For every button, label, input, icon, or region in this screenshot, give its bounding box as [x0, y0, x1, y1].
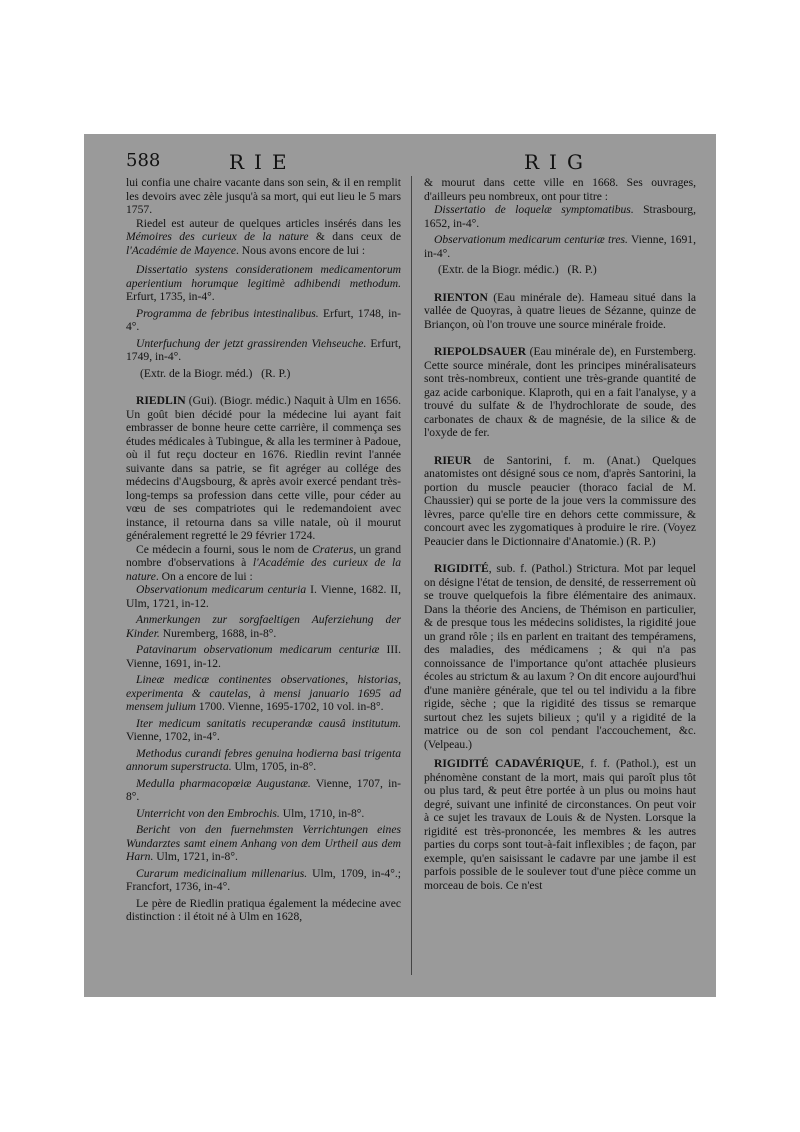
entry-rigidite-cadaverique: RIGIDITÉ CADAVÉRIQUE, f. f. (Pathol.), est un phénomène constant de la mort, mais qui paroît plus tôt ou plus tard, & peut être portée à un plus ou moins haut degré, suivant une infinité de circonstances. On peut voir à ce sujet les travaux de Louis & de Nysten. Lorsque la rigidité est très-prononcée, les membres & les autres parties du corps sont tout-à-fait inflexibles ; de façon, par exemple, qu'en saisissant le cadavre par une jambe il est parfois possible de le soulever tout d'une pièce comme un morceau de bois. Ce n'est — [424, 757, 696, 892]
paragraph: Ce médecin a fourni, sous le nom de Craterus, un grand nombre d'observations à l'Académie des curieux de la nature. On a encore de lui : — [126, 542, 401, 583]
bibliography-entry: Dissertatio systens considerationem medicamentorum aperientium horumque legitimè adhibendi methodum. Erfurt, 1735, in-4°. — [126, 263, 401, 303]
entry-riepoldsauer: RIEPOLDSAUER (Eau minérale de), en Furstemberg. Cette source minérale, dont les principes minéralisateurs sont très-nombreux, contient une très-grande quantité de gaz acide carbonique. Klaproth, qui en a fait l'analyse, y a trouvé du sulfate & de l'hydrochlorate de soude, des carbonates de chaux & de magnésie, de la silice & de l'oxyde de fer. — [424, 345, 696, 439]
bibliography-entry: Observationum medicarum centuriæ tres. Vienne, 1691, in-4°. — [424, 233, 696, 260]
bibliography-entry: Programma de febribus intestinalibus. Erfurt, 1748, in-4°. — [126, 306, 401, 333]
bibliography-entry: Bericht von den fuernehmsten Verrichtungen eines Wundarztes samt einem Anhang von dem Urtheil aus dem Harn. Ulm, 1721, in-8°. — [126, 823, 401, 863]
entry-rigidite: RIGIDITÉ, sub. f. (Pathol.) Strictura. Mot par lequel on désigne l'état de tension, de densité, de resserrement où se trouve quelquefois la fibre élémentaire des animaux. Dans la théorie des Anciens, de Thémison en particulier, & de presque tous les médecins solidistes, la rigidité joue un grand rôle ; ils en parlent en traitant des tempéramens, des maladies, des médicamens ; & qui n'a pas connoissance de l'importance qu'ont attachée plusieurs écoles au strictum & au laxum ? On dit encore aujourd'hui d'une manière générale, que tel ou tel individu a la fibre rigide, sèche ; que la rigidité des tissus se remarque surtout chez les sujets bilieux ; qu'il y a rigidité de la matrice ou de son col pendant l'accouchement, &c. (Velpeau.) — [424, 562, 696, 751]
bibliography-entry: Lineæ medicæ continentes observationes, historias, experimenta & cautelas, à mensi januario 1695 ad mensem julium 1700. Vienne, 1695-1702, 10 vol. in-8°. — [126, 673, 401, 713]
paragraph: lui confia une chaire vacante dans son sein, & il en remplit les devoirs avec zèle jusqu'à sa mort, qui eut lieu le 5 mars 1757. — [126, 176, 401, 216]
left-column — [126, 176, 401, 977]
column-divider — [411, 176, 412, 975]
running-header-right: RIG — [524, 150, 593, 174]
right-column — [424, 176, 696, 977]
paragraph: Le père de Riedlin pratiqua également la médecine avec distinction : il étoit né à Ulm en 1628, — [126, 896, 401, 923]
bibliography-entry: Patavinarum observationum medicarum centuriæ III. Vienne, 1691, in-12. — [126, 643, 401, 670]
bibliography-entry: Unterfuchung der jetzt grassirenden Viehseuche. Erfurt, 1749, in-4°. — [126, 336, 401, 363]
bibliography-entry: Dissertatio de loquelæ symptomatibus. Strasbourg, 1652, in-4°. — [424, 203, 696, 230]
entry-rienton: RIENTON (Eau minérale de). Hameau situé dans la vallée de Quoyras, à quatre lieues de Sézanne, quinze de Briançon, où l'on trouve une source minérale froide. — [424, 290, 696, 331]
bibliography-entry: Unterricht von den Embrochis. Ulm, 1710, in-8°. — [136, 806, 365, 820]
source-note: (Extr. de la Biogr. méd.) (R. P.) — [140, 366, 291, 380]
running-header-left: RIE — [229, 150, 297, 174]
entry-rieur: RIEUR de Santorini, f. m. (Anat.) Quelques anatomistes ont désigné sous ce nom, d'après Santorini, la portion du muscle peaucier (thoraco facial de M. Chaussier) qui se porte de la joue vers la commissure des lèvres, parce qu'elle tire en dehors cette commissure, & concourt avec les zygomatiques à produire le rire. (Voyez Peaucier dans le Dictionnaire d'Anatomie.) (R. P.) — [424, 453, 696, 548]
scanned-page — [84, 134, 716, 997]
bibliography-entry: Medulla pharmacopœiæ Augustanæ. Vienne, 1707, in-8°. — [126, 776, 401, 803]
bibliography-entry: Iter medicum sanitatis recuperandæ causâ institutum. Vienne, 1702, in-4°. — [126, 716, 401, 743]
page-number: 588 — [126, 150, 161, 171]
bibliography-entry: Observationum medicarum centuria I. Vienne, 1682. II, Ulm, 1721, in-12. — [126, 583, 401, 610]
paragraph: Riedel est auteur de quelques articles insérés dans les Mémoires des curieux de la nature & dans ceux de l'Académie de Mayence. Nous avons encore de lui : — [126, 216, 401, 257]
bibliography-entry: Anmerkungen zur sorgfaeltigen Auferziehung der Kinder. Nuremberg, 1688, in-8°. — [126, 613, 401, 640]
bibliography-entry: Methodus curandi febres genuina hodierna basi trigenta annorum superstructa. Ulm, 1705, in-8°. — [126, 746, 401, 773]
entry-riedlin: RIEDLIN (Gui). (Biogr. médic.) Naquit à Ulm en 1656. Un goût bien décidé pour la médecine lui ayant fait embrasser de bonne heure cette carrière, il commença ses études médicales à Tubingue, & alla les terminer à Padoue, où il fut reçu docteur en 1676. Riedlin revint l'année suivante dans sa patrie, se fit agréger au collége des médecins d'Augsbourg, & après avoir exercé pendant très-long-temps sa profession dans cette ville, pour céder au vœu de ses compatriotes qui le redemandoient avec instance, il retourna dans sa ville natale, où il mourut généralement regretté le 29 février 1724. — [126, 394, 401, 542]
source-note: (Extr. de la Biogr. médic.) (R. P.) — [438, 263, 597, 276]
paragraph: & mourut dans cette ville en 1668. Ses ouvrages, d'ailleurs peu nombreux, ont pour titre : — [424, 176, 696, 203]
bibliography-entry: Curarum medicinalium millenarius. Ulm, 1709, in-4°.; Francfort, 1736, in-4°. — [126, 866, 401, 893]
